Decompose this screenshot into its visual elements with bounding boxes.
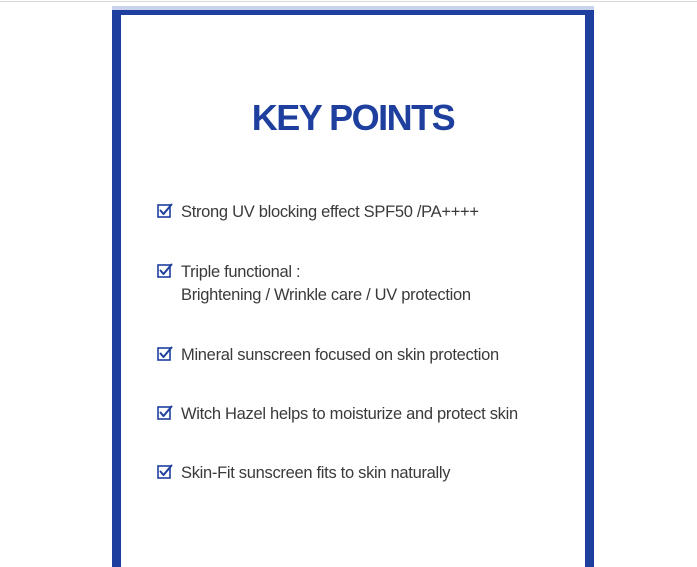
key-point-line: Triple functional : [181,263,301,281]
key-point-text [181,261,471,307]
checkbox-checked-icon [157,464,173,480]
key-point-text [181,344,499,367]
key-points-title: KEY POINTS [251,97,455,138]
key-point-line: Witch Hazel helps to moisturize and protect skin [181,405,518,423]
key-point-line: Mineral sunscreen focused on skin protection [181,346,499,364]
key-point-item [157,344,499,367]
card-top-strip [112,6,594,10]
key-point-line: Strong UV blocking effect SPF50 /PA++++ [181,203,479,221]
top-divider [0,1,697,2]
key-point-item [157,403,518,426]
key-point-text [181,403,518,426]
key-point-item [157,261,471,307]
key-point-line: Brightening / Wrinkle care / UV protection [181,286,471,304]
key-point-item [157,201,479,224]
key-point-item [157,462,450,485]
key-points-card [112,6,594,567]
checkbox-checked-icon [157,346,173,362]
checkbox-checked-icon [157,263,173,279]
key-point-text [181,462,450,485]
checkbox-checked-icon [157,405,173,421]
checkbox-checked-icon [157,203,173,219]
key-point-text [181,201,479,224]
key-point-line: Skin-Fit sunscreen fits to skin naturally [181,464,451,482]
